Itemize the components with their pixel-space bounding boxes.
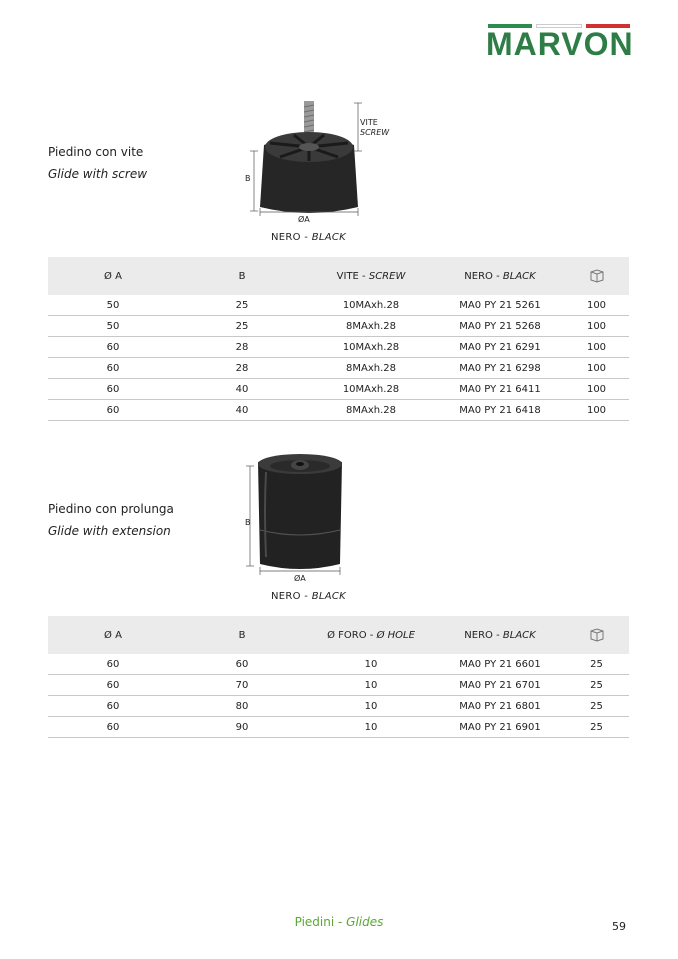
cell-b: 25 (178, 295, 306, 316)
col-header-pack (564, 257, 629, 295)
section1-subtitle: Glide with screw (48, 167, 148, 181)
section2-color-caption: NERO - BLACK (271, 591, 346, 602)
cell-b: 40 (178, 400, 306, 421)
screw-base (299, 143, 319, 151)
cell-code: MA0 PY 21 6701 (436, 675, 564, 696)
cell-b: 40 (178, 379, 306, 400)
section2-subtitle: Glide with extension (48, 524, 171, 538)
cell-b: 25 (178, 316, 306, 337)
dimension-a-label: ØA (298, 215, 310, 224)
cell-screw: 8MAxh.28 (306, 358, 436, 379)
cell-pack: 100 (564, 400, 629, 421)
col-header-diameter: Ø A (48, 257, 178, 295)
glide-with-extension-diagram (240, 452, 360, 587)
cell-screw: 10MAxh.28 (306, 337, 436, 358)
col-header-screw: VITE - SCREW (306, 257, 436, 295)
table-row (48, 400, 629, 421)
cell-code: MA0 PY 21 6411 (436, 379, 564, 400)
screw-label-en: SCREW (360, 128, 390, 137)
cell-hole: 10 (306, 717, 436, 738)
cell-code: MA0 PY 21 6801 (436, 696, 564, 717)
table-row (48, 696, 629, 717)
table-row (48, 316, 629, 337)
cell-b: 28 (178, 337, 306, 358)
table-row (48, 675, 629, 696)
cell-pack: 100 (564, 358, 629, 379)
col-header-hole: Ø FORO - Ø HOLE (306, 616, 436, 654)
section1-color-caption: NERO - BLACK (271, 232, 346, 243)
cell-pack: 100 (564, 295, 629, 316)
cell-diameter: 60 (48, 379, 178, 400)
table-row (48, 358, 629, 379)
cell-pack: 25 (564, 654, 629, 675)
col-header-diameter: Ø A (48, 616, 178, 654)
table-row (48, 654, 629, 675)
table-row (48, 337, 629, 358)
cell-b: 70 (178, 675, 306, 696)
cell-diameter: 60 (48, 654, 178, 675)
cell-diameter: 50 (48, 316, 178, 337)
extension-a-label: ØA (294, 574, 306, 583)
cell-pack: 100 (564, 337, 629, 358)
cell-hole: 10 (306, 696, 436, 717)
cell-code: MA0 PY 21 6601 (436, 654, 564, 675)
footer-label: Piedini - Glides (294, 915, 384, 929)
cell-screw: 10MAxh.28 (306, 295, 436, 316)
section1-title: Piedino con vite (48, 145, 144, 159)
col-header-pack (564, 616, 629, 654)
glide-with-extension-table (48, 616, 629, 738)
cell-code: MA0 PY 21 6298 (436, 358, 564, 379)
cell-diameter: 60 (48, 696, 178, 717)
table-row (48, 379, 629, 400)
cell-diameter: 60 (48, 358, 178, 379)
table-row (48, 717, 629, 738)
cell-b: 80 (178, 696, 306, 717)
extension-highlight (265, 472, 266, 557)
table-header-row (48, 616, 629, 654)
cell-pack: 25 (564, 696, 629, 717)
table-header-row (48, 257, 629, 295)
cell-code: MA0 PY 21 6418 (436, 400, 564, 421)
cell-screw: 10MAxh.28 (306, 379, 436, 400)
section2-title: Piedino con prolunga (48, 502, 174, 516)
cell-pack: 100 (564, 379, 629, 400)
dimension-b-label: B (245, 174, 251, 183)
table-row (48, 295, 629, 316)
cell-diameter: 60 (48, 675, 178, 696)
cell-screw: 8MAxh.28 (306, 400, 436, 421)
cell-pack: 25 (564, 675, 629, 696)
cell-code: MA0 PY 21 6901 (436, 717, 564, 738)
cell-b: 28 (178, 358, 306, 379)
cell-hole: 10 (306, 654, 436, 675)
cell-b: 60 (178, 654, 306, 675)
col-header-black: NERO - BLACK (436, 616, 564, 654)
col-header-b: B (178, 616, 306, 654)
cell-diameter: 60 (48, 717, 178, 738)
cell-pack: 100 (564, 316, 629, 337)
cell-b: 90 (178, 717, 306, 738)
extension-hole (296, 462, 304, 466)
cell-screw: 8MAxh.28 (306, 316, 436, 337)
cell-code: MA0 PY 21 6291 (436, 337, 564, 358)
box-icon (589, 267, 605, 283)
glide-with-screw-diagram (240, 95, 400, 230)
brand-logo: MARVON (486, 26, 634, 62)
box-icon (589, 626, 605, 642)
page-number: 59 (612, 920, 626, 933)
screw-label: VITE (360, 118, 378, 127)
extension-b-label: B (245, 518, 251, 527)
cell-code: MA0 PY 21 5261 (436, 295, 564, 316)
col-header-black: NERO - BLACK (436, 257, 564, 295)
cell-code: MA0 PY 21 5268 (436, 316, 564, 337)
cell-pack: 25 (564, 717, 629, 738)
cell-diameter: 50 (48, 295, 178, 316)
cell-hole: 10 (306, 675, 436, 696)
cell-diameter: 60 (48, 337, 178, 358)
col-header-b: B (178, 257, 306, 295)
glide-with-screw-table (48, 257, 629, 421)
cell-diameter: 60 (48, 400, 178, 421)
